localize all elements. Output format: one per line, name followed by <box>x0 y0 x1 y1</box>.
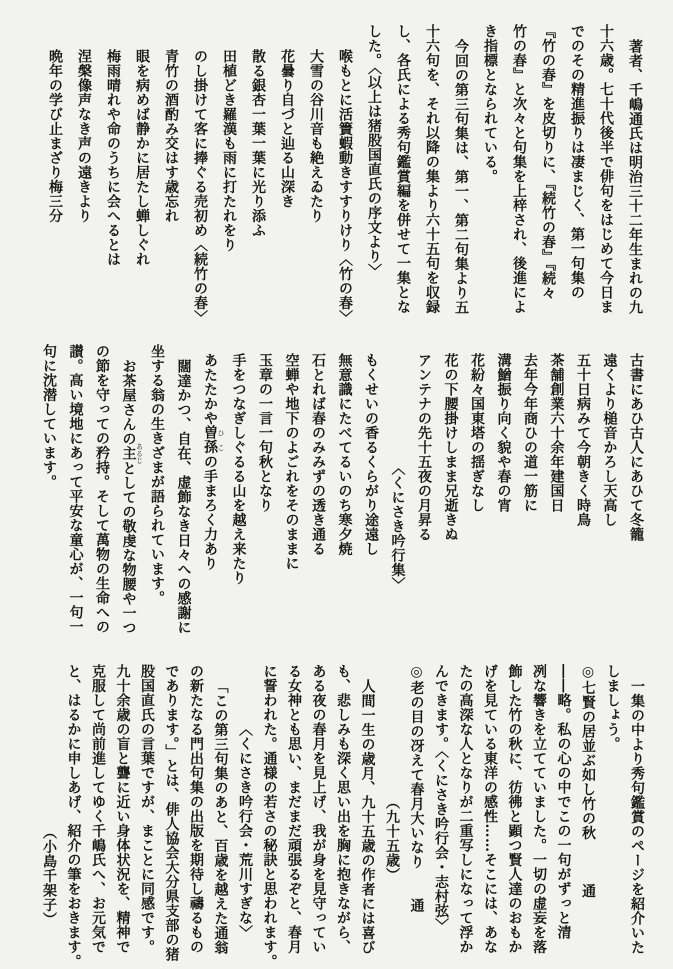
text-column: した。〈以上は猪股国直氏の序文より〉 <box>366 24 382 278</box>
text-column: 飾した竹の秋に、彷彿と顕つ賢人達のおもか <box>506 664 523 954</box>
text-column: お茶屋さんの主 あるじとしての敬虔な物腰や一つ <box>120 358 144 635</box>
haiku-with-author-column: ◎七賢の居並ぶ如し竹の秋 通 <box>580 664 596 898</box>
text-column: 十六句を、それ以降の集より六十五句を収録 <box>424 24 440 314</box>
haiku-column: 去年今年商ひの道一筋に <box>522 352 538 513</box>
haiku-column: もくせいの香るくらがり途遠し <box>363 352 379 556</box>
text-column: 股国直氏の言葉ですが、まことに同感です。 <box>139 664 155 954</box>
text-column: 九十余歳の盲と聾に近い身体状況を、精神で <box>114 664 131 954</box>
haiku-column: あたたかや曽孫 ひこの手まろく力あり <box>202 352 225 571</box>
text-column: 十六歳。七十代後半で俳句をはじめて今日ま <box>598 24 614 314</box>
haiku-column: アンテナの先十五夜の月昇る <box>416 352 432 542</box>
attribution-column: 〈くにさき吟行会・荒川すぎな〉 <box>237 722 253 940</box>
text-column: 讃。高い境地にあって平安な童心が、一句一 <box>67 344 84 634</box>
haiku-column: 手をつなぎしぐるる山を越え来たり <box>230 352 247 585</box>
text-column: 竹の春』と次々と句集を上梓され、後進によ <box>511 24 527 314</box>
haiku-column: 空蝉や地下のよごれをそのままに <box>283 352 300 571</box>
text-column: 著者、千嶋通氏は明治三十二年生まれの九 <box>627 38 643 315</box>
text-column: 闊達かつ、自在、虚飾なき日々への感謝に <box>175 358 192 635</box>
text-column: の新たなる門出句集の出版を期待し禱るもの <box>188 664 204 954</box>
haiku-column: 花の下腰掛けしまま兄逝きぬ <box>442 352 459 542</box>
haiku-column: 花紛々国東塔の揺ぎなし <box>469 352 485 513</box>
text-column: 人間一生の歳月、九十五歳の作者には喜び <box>359 678 376 955</box>
text-column: 一集の中より秀句鑑賞のページを紹介いた <box>629 678 645 955</box>
age-note-column: （九十五歳） <box>384 795 400 883</box>
author-signature-column: （小島千架子） <box>41 824 57 927</box>
text-column: 「この第三句集のあと、百歳を越えた通翁 <box>212 678 229 955</box>
haiku-column: 青竹の酒酌み交はす歳忘れ <box>163 48 179 223</box>
haiku-column: 茶舗創業六十余年建国日 <box>548 352 565 513</box>
text-column: ある夜の春月を見上げ、我が身を見守ってい <box>310 664 327 954</box>
haiku-column: 無意識にたべてるいのち寒夕焼 <box>336 352 353 556</box>
haiku-column: 田植どき羅漢も雨に打たれをり <box>221 48 237 252</box>
haiku-column: 大雪の谷川音も絶えゐたり <box>308 48 324 223</box>
text-column: であります。」とは、俳人協会大分県支部の猪 <box>163 664 180 962</box>
haiku-column: 遠くより槌音かろし天高し <box>601 352 618 527</box>
text-column: も、悲しみも深く思い出を胸に抱きながら、 <box>335 664 351 954</box>
haiku-column: 溝鰌振り向く貌や春の宵 <box>495 352 512 513</box>
haiku-column: 古書にあひ古人にあひて冬籠 <box>628 352 644 542</box>
haiku-column: 石とれば春のみみずの透き通る <box>310 352 326 556</box>
text-column: ――略。私の心の中でこの一句がずっと清 <box>555 664 572 940</box>
text-column: る女神とも思い、まだまだ頑張るぞと、春月 <box>286 664 302 954</box>
text-column: 『竹の春』を皮切りに、『続竹の春』『続々 <box>540 24 556 300</box>
text-column: 坐する翁の生きざまが語られています。 <box>149 344 165 605</box>
haiku-column: 梅雨晴れや命のうちに会へるとは <box>105 48 121 267</box>
haiku-column: 晩年の学び止まざり梅三分 <box>47 48 63 223</box>
haiku-column: のし掛けて客に捧ぐる売初め〈続竹の春〉 <box>192 48 208 325</box>
text-column: でのその精進振りは凄まじく、第一句集の <box>569 24 585 300</box>
section-commentary <box>20 664 649 969</box>
section-haiku-selection <box>20 344 649 656</box>
haiku-column: 花曇り自づと辿る山深き <box>279 48 295 209</box>
haiku-column: 玉章の一言一句秋となり <box>257 352 273 513</box>
text-column: に誓われた。通様の若さの秘訣と思われます。 <box>261 664 278 969</box>
text-column: げを見ている東洋の感性……そこには、あな <box>482 664 498 954</box>
text-column: しましょう。 <box>604 664 621 751</box>
text-column: たの高深な人となりが二重写しになって浮か <box>457 664 474 954</box>
text-column: 句に沈潜しています。 <box>41 344 57 489</box>
text-column: んできます。〈くにさき吟行会・志村弦〉 <box>433 664 449 933</box>
section-author-intro-and-haiku <box>20 24 649 326</box>
text-column: 冽な響きを立てていました。一切の虚妄を落 <box>531 664 547 954</box>
haiku-column: 涅槃像声なき声の遠きより <box>76 48 92 223</box>
haiku-column: 五十日病みて今朝きく時鳥 <box>575 352 591 527</box>
source-tag-column: 〈くにさき吟行集〉 <box>389 460 406 592</box>
haiku-column: 散る銀杏一葉一葉に光り添ふ <box>250 48 266 238</box>
text-column: し、各氏による秀句鑑賞編を併せて一集とな <box>395 24 411 314</box>
text-column: 今回の第三句集は、第一、第二句集より五 <box>453 38 469 315</box>
text-column: き指標となられている。 <box>482 24 498 184</box>
haiku-column: 喉もとに活簀蝦動きすすりけり〈竹の春〉 <box>337 48 353 325</box>
haiku-column: 眼を病めば静かに居たし蝉しぐれ <box>134 48 150 267</box>
haiku-with-author-column: ◎老の目の冴えて春月大いなり 通 <box>408 664 425 913</box>
text-column: 克服して尚前進してゆく千嶋氏へ、お元気で <box>90 664 106 954</box>
text-column: の節を守っての矜持。そして萬物の生命への <box>94 344 110 634</box>
text-column: と、はるかに申しあげ、紹介の筆をおきます。 <box>65 664 82 969</box>
